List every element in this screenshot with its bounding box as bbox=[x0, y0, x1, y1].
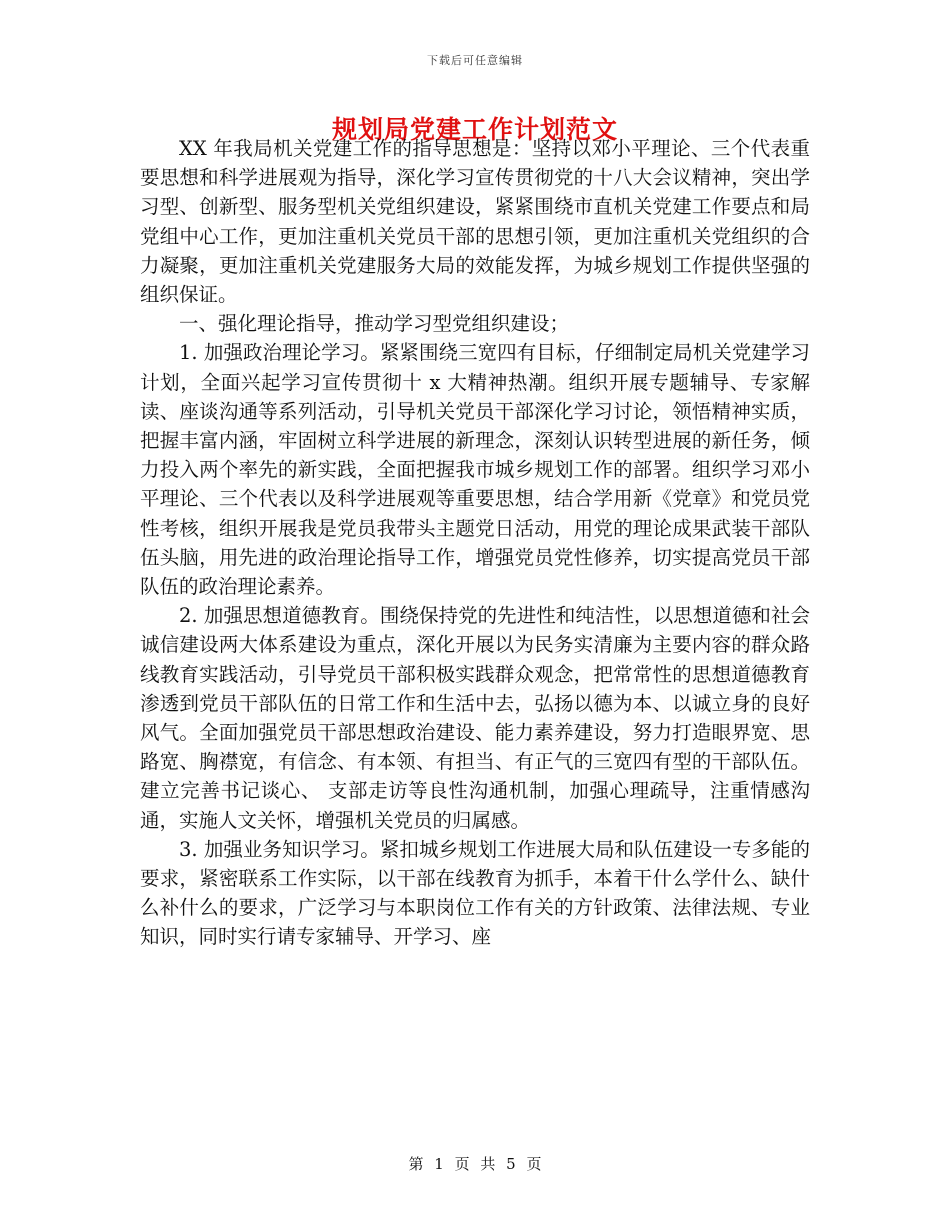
paragraph-item-1: 1. 加强政治理论学习。紧紧围绕三宽四有目标，仔细制定局机关党建学习计划，全面兴起学习宣传贯彻十 x 大精神热潮。组织开展专题辅导、专家解读、座谈沟通等系列活动，引导机关党员干部深化学习讨论，领悟精神实质，把握丰富内涵，牢固树立科学进展的新理念，深刻认识转型进展的新任务，倾力投入两个率先的新实践，全面把握我市城乡规划工作的部署。组织学习邓小平理论、三个代表以及科学进展观等重要思想，结合学用新《党章》和党员党性考核，组织开展我是党员我带头主题党日活动，用党的理论成果武装干部队伍头脑，用先进的政治理论指导工作，增强党员党性修养，切实提高党员干部队伍的政治理论素养。 bbox=[140, 341, 810, 599]
page-number-footer: 第 1 页 共 5 页 bbox=[408, 1155, 542, 1173]
paragraph-guiding-thought: XX 年我局机关党建工作的指导思想是：坚持以邓小平理论、三个代表重要思想和科学进展观为指导，深化学习宣传贯彻党的十八大会议精神，突出学习型、创新型、服务型机关党组织建设，紧紧围绕市直机关党建工作要点和局党组中心工作，更加注重机关党员干部的思想引领，更加注重机关党组织的合力凝聚，更加注重机关党建服务大局的效能发挥，为城乡规划工作提供坚强的组织保证。 bbox=[140, 137, 810, 307]
paragraph-item-2: 2. 加强思想道德教育。围绕保持党的先进性和纯洁性，以思想道德和社会诚信建设两大体系建设为重点，深化开展以为民务实清廉为主要内容的群众路线教育实践活动，引导党员干部积极实践群众观念，把常常性的思想道德教育渗透到党员干部队伍的日常工作和生活中去，弘扬以德为本、以诚立身的良好风气。全面加强党员干部思想政治建设、能力素养建设，努力打造眼界宽、思路宽、胸襟宽，有信念、有本领、有担当、有正气的三宽四有型的干部队伍。建立完善书记谈心、 支部走访等良性沟通机制，加强心理疏导，注重情感沟通，实施人文关怀，增强机关党员的归属感。 bbox=[140, 604, 810, 832]
header-note: 下载后可任意编辑 bbox=[427, 54, 523, 67]
paragraph-section-heading: 一、强化理论指导，推动学习型党组织建设； bbox=[179, 312, 570, 336]
document-title: 规划局党建工作计划范文 bbox=[331, 115, 618, 144]
document-body bbox=[140, 134, 810, 952]
paragraph-item-3: 3. 加强业务知识学习。紧扣城乡规划工作进展大局和队伍建设一专多能的要求，紧密联系工作实际，以干部在线教育为抓手，本着干什么学什么、缺什么补什么的要求，广泛学习与本职岗位工作有关的方针政策、法律法规、专业知识，同时实行请专家辅导、开学习、座 bbox=[140, 837, 810, 949]
